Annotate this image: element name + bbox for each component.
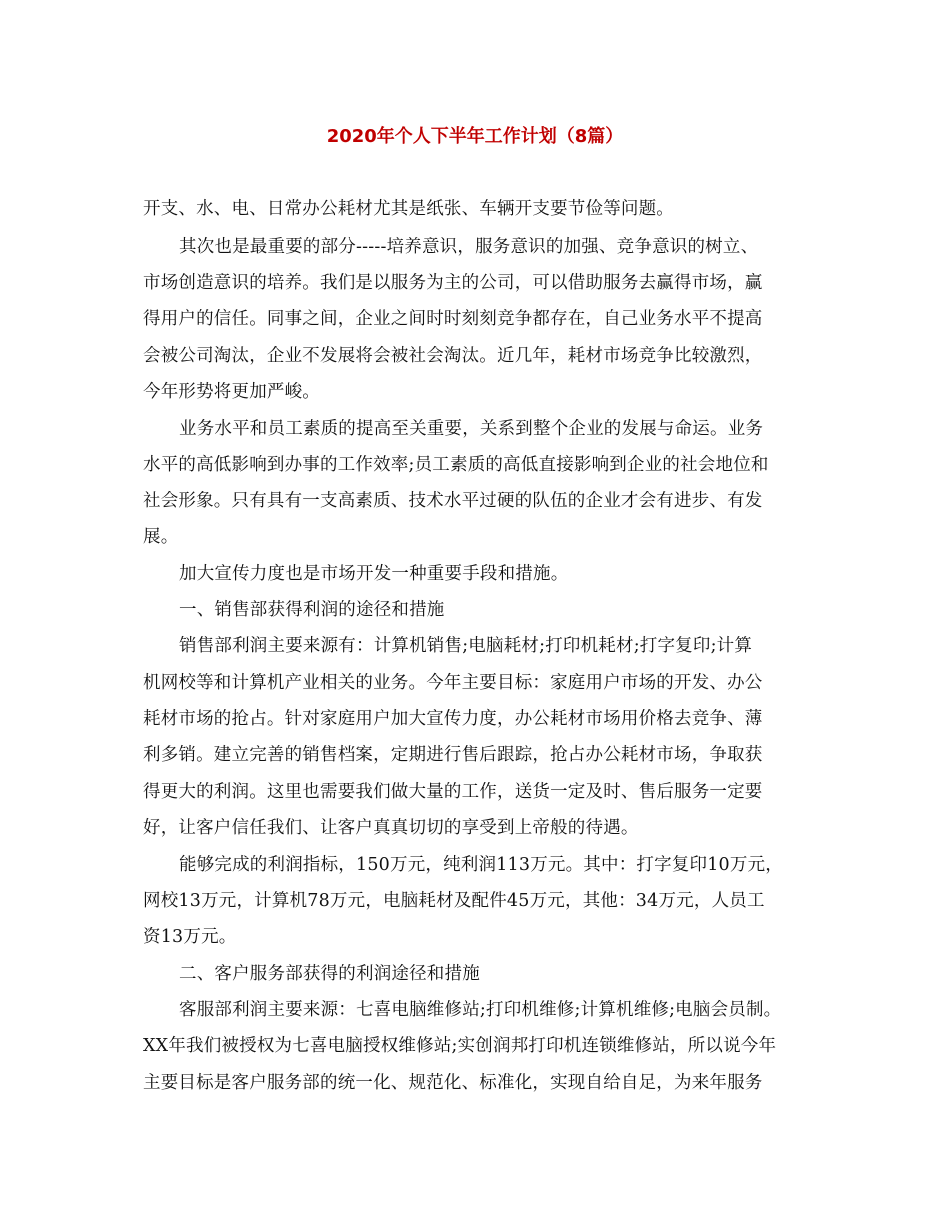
paragraph-start-line: 能够完成的利润指标，150万元，纯利润113万元。其中：打字复印10万元， [179,855,783,875]
document-title: 2020年个人下半年工作计划（8篇） [326,126,624,147]
text-line: 社会形象。只有具有一支高素质、技术水平过硬的队伍的企业才会有进步、有发 [143,491,763,511]
text-line: 好，让客户信任我们、让客户真真切切的享受到上帝般的待遇。 [143,818,639,838]
paragraph-start-line: 业务水平和员工素质的提高至关重要，关系到整个企业的发展与命运。业务 [179,419,764,439]
text-line: 展。 [143,527,179,547]
text-line: 市场创造意识的培养。我们是以服务为主的公司，可以借助服务去赢得市场，赢 [143,273,763,293]
text-line: 资13万元。 [143,927,237,947]
text-line: 耗材市场的抢占。针对家庭用户加大宣传力度，办公耗材市场用价格去竞争、薄 [143,709,763,729]
text-line: 得更大的利润。这里也需要我们做大量的工作，送货一定及时、售后服务一定要 [143,782,763,802]
text-line: 水平的高低影响到办事的工作效率;员工素质的高低直接影响到企业的社会地位和 [143,455,769,475]
text-line: 开支、水、电、日常办公耗材尤其是纸张、车辆开支要节俭等问题。 [143,199,674,219]
paragraph-start-line: 其次也是最重要的部分-----培养意识，服务意识的加强、竞争意识的树立、 [179,237,759,257]
section-heading: 一、销售部获得利润的途径和措施 [179,600,445,620]
text-line: XX年我们被授权为七喜电脑授权维修站;实创润邦打印机连锁维修站，所以说今年 [143,1036,777,1056]
text-line: 主要目标是客户服务部的统一化、规范化、标准化，实现自给自足，为来年服务 [143,1073,763,1093]
paragraph-start-line: 销售部利润主要来源有：计算机销售;电脑耗材;打印机耗材;打字复印;计算 [179,636,753,656]
paragraph-start-line: 客服部利润主要来源：七喜电脑维修站;打印机维修;计算机维修;电脑会员制。 [179,1000,782,1020]
text-line: 今年形势将更加严峻。 [143,382,320,402]
text-line: 会被公司淘汰，企业不发展将会被社会淘汰。近几年，耗材市场竞争比较激烈， [143,346,763,366]
section-heading: 二、客户服务部获得的利润途径和措施 [179,964,480,984]
text-line: 利多销。建立完善的销售档案，定期进行售后跟踪，抢占办公耗材市场，争取获 [143,745,763,765]
text-line: 网校13万元，计算机78万元，电脑耗材及配件45万元，其他：34万元，人员工 [143,891,765,911]
paragraph-start-line: 加大宣传力度也是市场开发一种重要手段和措施。 [179,564,569,584]
text-line: 得用户的信任。同事之间，企业之间时时刻刻竞争都存在，自己业务水平不提高 [143,309,763,329]
text-line: 机网校等和计算机产业相关的业务。今年主要目标：家庭用户市场的开发、办公 [143,673,763,693]
